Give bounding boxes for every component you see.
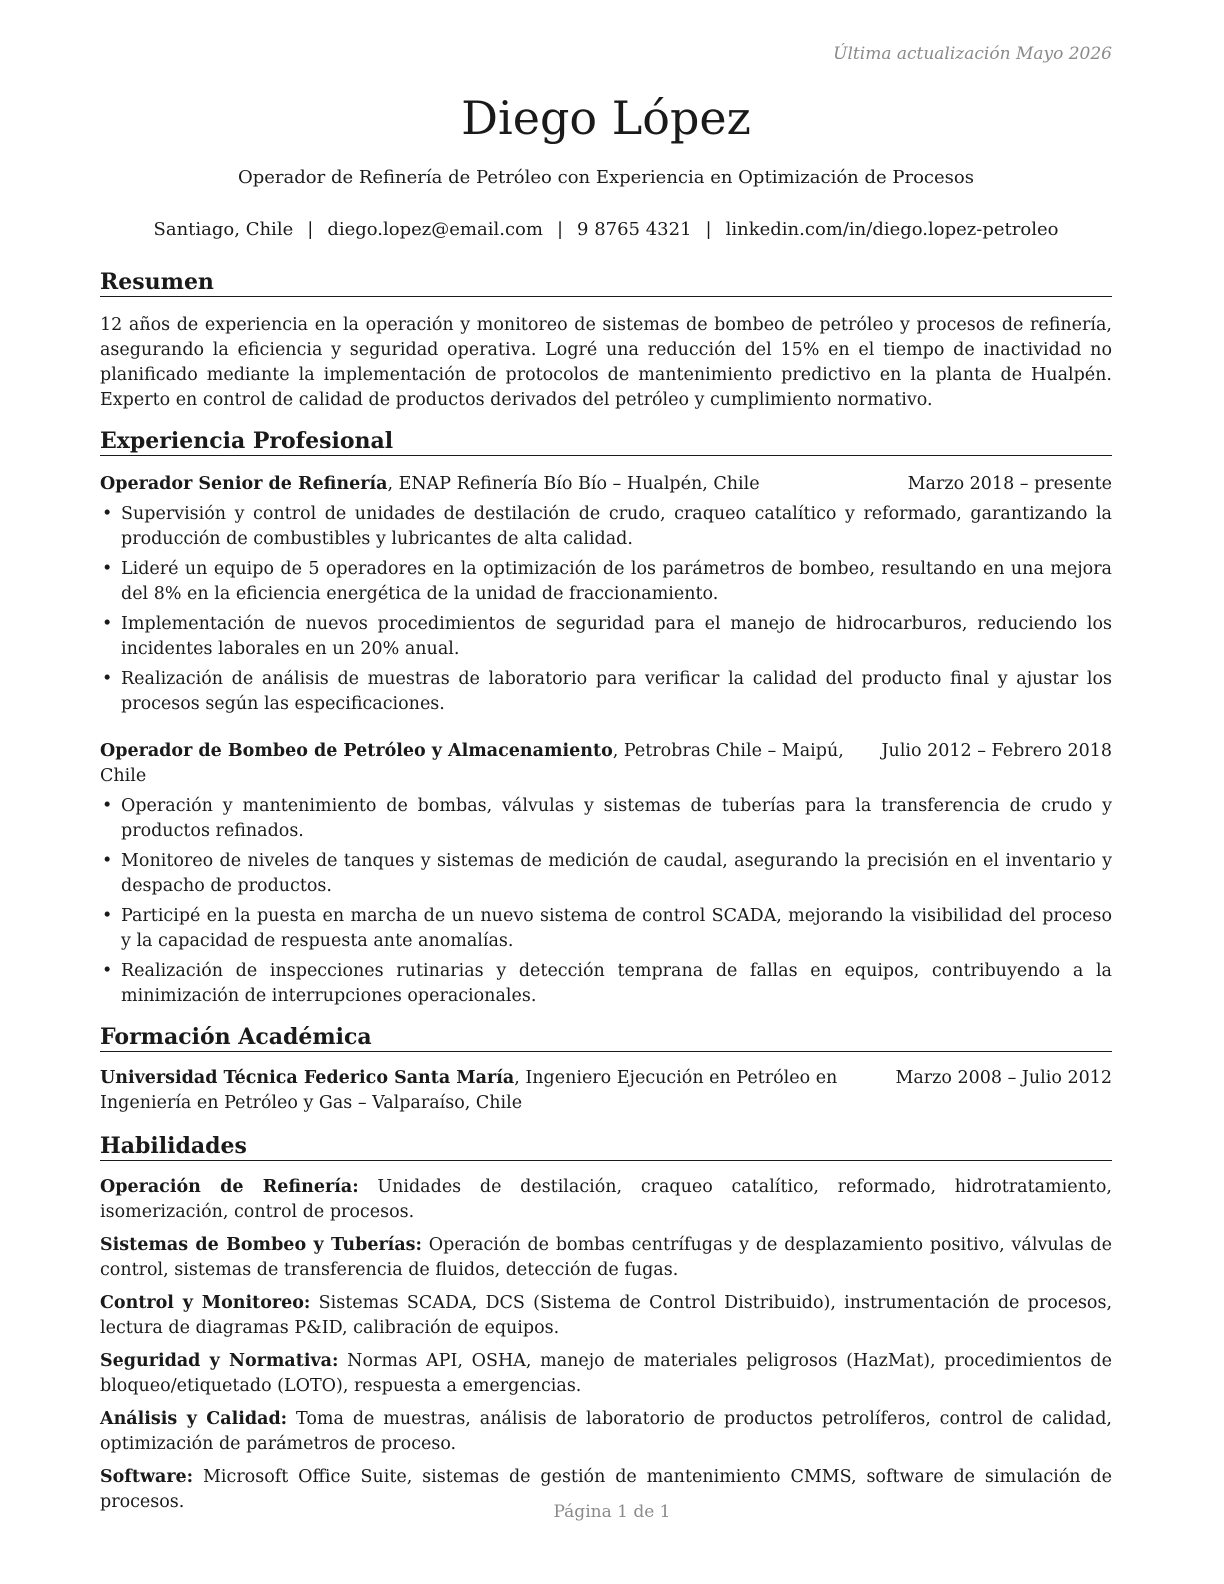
job-bullet: • Supervisión y control de unidades de destilación de crudo, craqueo catalítico y reformado, garantizando la producción de combustibles y lubricantes de alta calidad. [100,502,1112,552]
job-bullet: • Monitoreo de niveles de tanques y sistemas de medición de caudal, asegurando la precisión en el inventario y despacho de productos. [100,849,1112,899]
skill-text: Normas API, OSHA, manejo de materiales peligrosos (HazMat), procedimientos de bloqueo/etiquetado (LOTO), respuesta a emergencias. [100,1351,1112,1396]
job-bullet: • Implementación de nuevos procedimientos de seguridad para el manejo de hidrocarburos, reduciendo los incidentes laborales en un 20% anual. [100,612,1112,662]
summary-section [100,268,1112,413]
skills-section [100,1132,1112,1515]
job-bullet: • Participé en la puesta en marcha de un nuevo sistema de control SCADA, mejorando la visibilidad del proceso y la capacidad de respuesta ante anomalías. [100,904,1112,954]
section-title-summary: Resumen [100,268,1112,297]
skill-text: Microsoft Office Suite, sistemas de gestión de mantenimiento CMMS, software de simulación de procesos. [100,1467,1112,1512]
contact-phone: 9 8765 4321 [577,219,692,240]
job-bullet: • Operación y mantenimiento de bombas, válvulas y sistemas de tuberías para la transferencia de crudo y productos refinados. [100,794,1112,844]
job-header [100,739,1112,789]
job-title-company [100,739,882,789]
job-title: Operador de Bombeo de Petróleo y Almacenamiento [100,741,613,761]
job-bullets [100,502,1112,717]
contact-email[interactable]: diego.lopez@email.com [327,219,543,240]
job-company: , ENAP Refinería Bío Bío – Hualpén, Chile [387,474,760,494]
skill-item [100,1407,1112,1457]
job-entry [100,472,1112,717]
education-dates: Marzo 2008 – Julio 2012 [895,1068,1112,1088]
job-bullet: • Realización de inspecciones rutinarias y detección temprana de fallas en equipos, contribuyendo a la minimización de interrupciones operacionales. [100,959,1112,1009]
education-detail: , Ingeniero Ejecución en Petróleo en Ingeniería en Petróleo y Gas – Valparaíso, Chile [100,1068,838,1113]
job-dates: Marzo 2018 – presente [907,474,1112,494]
contact-line [100,218,1112,242]
candidate-name: Diego López [461,91,751,145]
skill-text: Operación de bombas centrífugas y de desplazamiento positivo, válvulas de control, sistemas de transferencia de fluidos, detección de fugas. [100,1235,1112,1280]
page-footer: Página 1 de 1 [553,1502,671,1522]
contact-linkedin[interactable]: linkedin.com/in/diego.lopez-petroleo [725,219,1059,240]
education-entry [100,1066,1112,1116]
job-bullet: • Lideré un equipo de 5 operadores en la optimización de los parámetros de bombeo, resultando en una mejora del 8% en la eficiencia energética de la unidad de fraccionamiento. [100,557,1112,607]
job-header [100,472,1112,497]
contact-location: Santiago, Chile [153,219,294,240]
section-title-skills: Habilidades [100,1132,1112,1161]
job-title-company [100,472,760,497]
skill-item [100,1233,1112,1283]
skill-label: Control y Monitoreo: [100,1293,311,1313]
contact-separator: | [705,219,712,240]
headline: Operador de Refinería de Petróleo con Experiencia en Optimización de Procesos [238,167,974,188]
education-section [100,1023,1112,1116]
skill-label: Operación de Refinería: [100,1177,359,1197]
skill-label: Análisis y Calidad: [100,1409,288,1429]
job-title: Operador Senior de Refinería [100,474,388,494]
contact-separator: | [556,219,564,240]
skill-item [100,1349,1112,1399]
skill-label: Seguridad y Normativa: [100,1351,339,1371]
education-school: Universidad Técnica Federico Santa María [100,1068,515,1088]
skill-label: Software: [100,1467,194,1487]
job-entry [100,739,1112,1009]
section-title-education: Formación Académica [100,1023,1112,1052]
skill-text: Unidades de destilación, craqueo catalítico, reformado, hidrotratamiento, isomerización, control de procesos. [100,1177,1112,1222]
section-title-experience: Experiencia Profesional [100,427,1112,456]
job-bullet: • Realización de análisis de muestras de laboratorio para verificar la calidad del producto final y ajustar los procesos según las especificaciones. [100,667,1112,717]
skill-item [100,1175,1112,1225]
skill-item [100,1291,1112,1341]
skill-text: Toma de muestras, análisis de laboratorio de productos petrolíferos, control de calidad, optimización de parámetros de proceso. [100,1409,1112,1454]
experience-section [100,427,1112,1009]
job-bullets [100,794,1112,1009]
summary-text: 12 años de experiencia en la operación y monitoreo de sistemas de bombeo de petróleo y procesos de refinería, asegurando la eficiencia y seguridad operativa. Logré una reducción del 15% en el tiempo de inactividad no planificado mediante la implementación de protocolos de mantenimiento predictivo en la planta de Hualpén. Experto en control de calidad de productos derivados del petróleo y cumplimiento normativo. [100,315,1112,410]
job-company: , Petrobras Chile – Maipú, Chile [100,741,844,786]
skill-label: Sistemas de Bombeo y Tuberías: [100,1235,422,1255]
job-dates: Julio 2012 – Febrero 2018 [881,741,1112,761]
contact-separator: | [307,219,314,240]
skill-text: Sistemas SCADA, DCS (Sistema de Control Distribuido), instrumentación de procesos, lectura de diagramas P&ID, calibración de equipos. [100,1293,1113,1338]
last-updated: Última actualización Mayo 2026 [833,44,1112,64]
